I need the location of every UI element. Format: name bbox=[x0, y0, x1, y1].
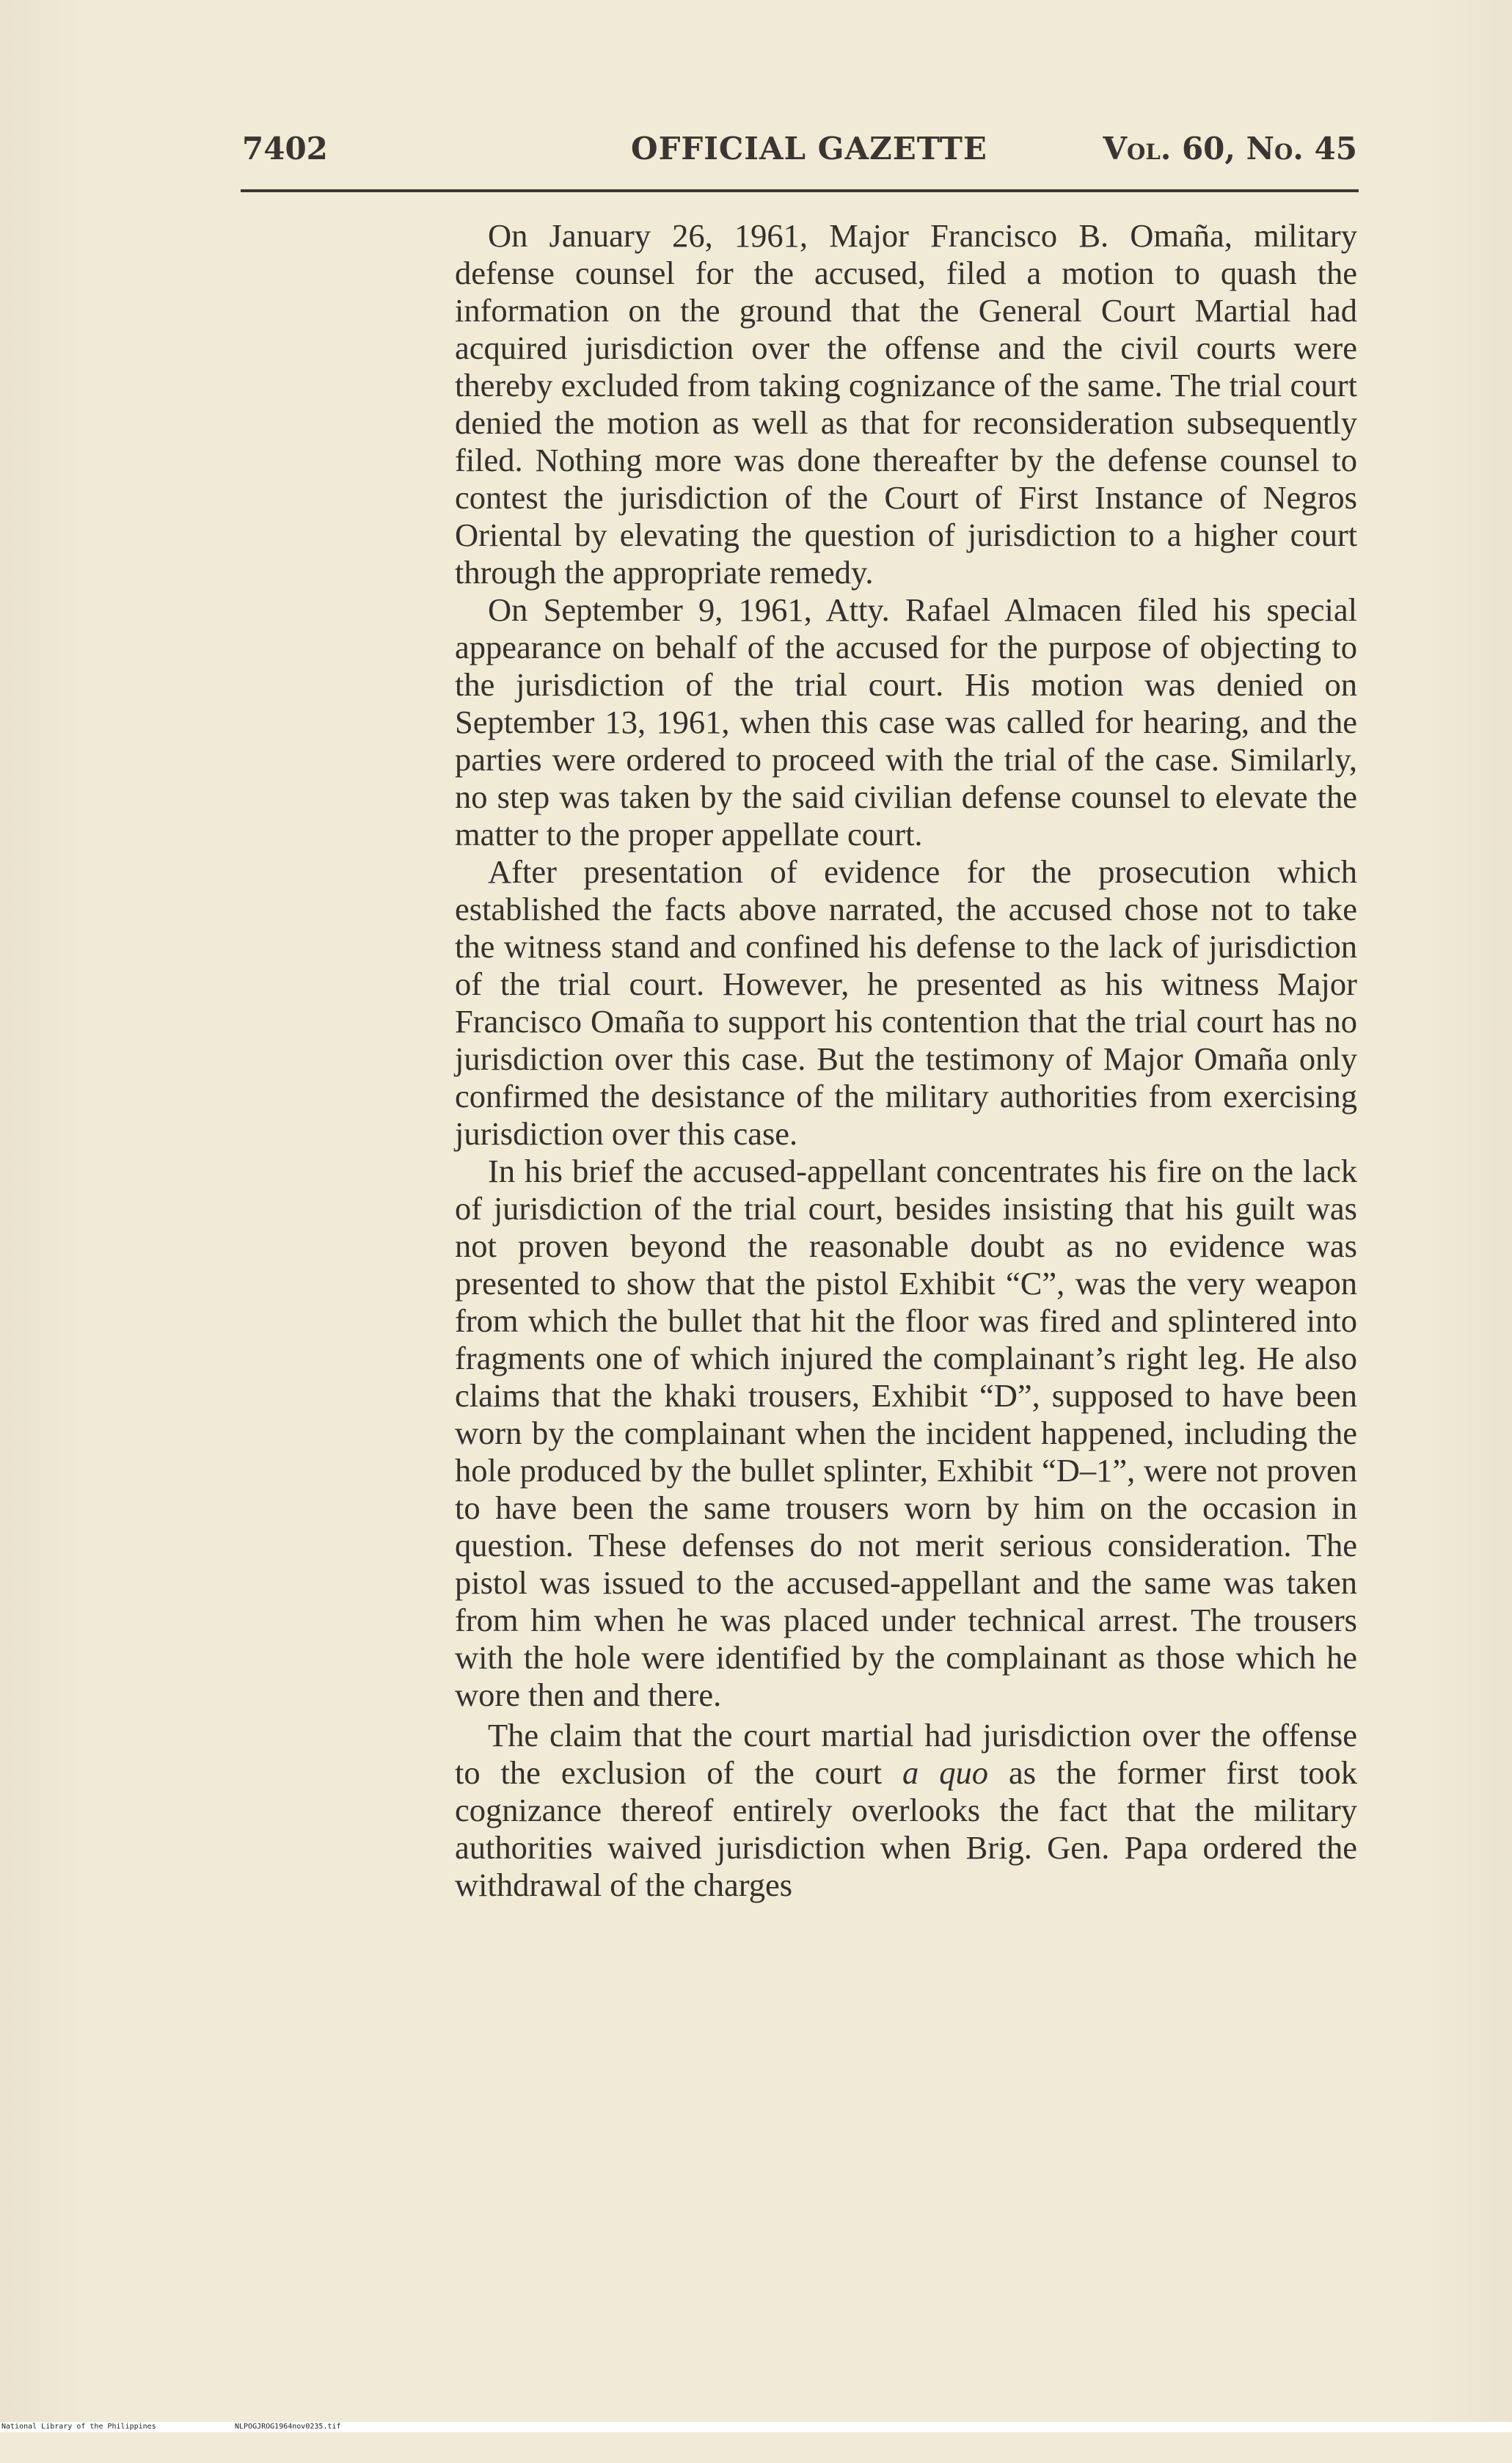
paragraph-5 bbox=[455, 1717, 1357, 1904]
page-number: 7402 bbox=[242, 131, 328, 167]
header-rule bbox=[241, 189, 1359, 192]
paragraph-5-end: as the former first took cognizance thereof entirely overlooks the fact that the military authorities waived jurisdiction when Brig. Gen. Papa ordered the withdrawal of the charges bbox=[455, 1754, 1358, 1903]
scan-footer bbox=[0, 2422, 1512, 2432]
latin-term: a quo bbox=[902, 1754, 988, 1791]
paragraph-4: In his brief the accused-appellant concentrates his fire on the lack of jurisdiction of the trial court, besides insisting that his guilt was not proven beyond the reasonable doubt as no evidence was presented to show that the pistol Exhibit “C”, was the very weapon from which the bullet that hit the floor was fired and splintered into fragments one of which injured the complainant’s right leg. He also claims that the khaki trousers, Exhibit “D”, supposed to have been worn by the complainant when the incident happened, including the hole produced by the bullet splinter, Exhibit “D–1”, were not proven to have been the same trousers worn by him on the occasion in question. These defenses do not merit serious consideration. The pistol was issued to the accused-appellant and the same was taken from him when he was placed under technical arrest. The trousers with the hole were identified by the complainant as those which he wore then and there. bbox=[455, 1153, 1357, 1713]
volume-number: Vol. 60, No. 45 bbox=[1103, 131, 1357, 167]
body-text bbox=[455, 217, 1357, 1904]
paragraph-1: On January 26, 1961, Major Francisco B. Omaña, military defense counsel for the accused, filed a motion to quash the information on the ground that the General Court Martial had acquired jurisdiction over the offense and the civil courts were thereby excluded from taking cognizance of the same. The trial court denied the motion as well as that for reconsideration subsequently filed. Nothing more was done thereafter by the defense counsel to contest the jurisdiction of the Court of First Instance of Negros Oriental by elevating the question of jurisdiction to a higher court through the appropriate remedy. bbox=[455, 217, 1357, 591]
paragraph-5-start: The claim that the court martial had jurisdiction over the offense to the exclusion of the court bbox=[455, 1717, 1357, 1791]
running-head bbox=[242, 131, 1357, 175]
publication-title: OFFICIAL GAZETTE bbox=[631, 131, 987, 167]
paragraph-2: On September 9, 1961, Atty. Rafael Almacen filed his special appearance on behalf of the accused for the purpose of objecting to the jurisdiction of the trial court. His motion was denied on September 13, 1961, when this case was called for hearing, and the parties were ordered to proceed with the trial of the case. Similarly, no step was taken by the said civilian defense counsel to elevate the matter to the proper appellate court. bbox=[455, 591, 1357, 853]
paragraph-3: After presentation of evidence for the prosecution which established the facts above narrated, the accused chose not to take the witness stand and confined his defense to the lack of jurisdiction of the trial court. However, he presented as his witness Major Francisco Omaña to support his contention that the trial court has no jurisdiction over this case. But the testimony of Major Omaña only confirmed the desistance of the military authorities from exercising jurisdiction over this case. bbox=[455, 853, 1357, 1152]
scan-filename: NLPOGJROG1964nov0235.tif bbox=[235, 2423, 341, 2431]
library-credit: National Library of the Philippines bbox=[1, 2423, 156, 2431]
